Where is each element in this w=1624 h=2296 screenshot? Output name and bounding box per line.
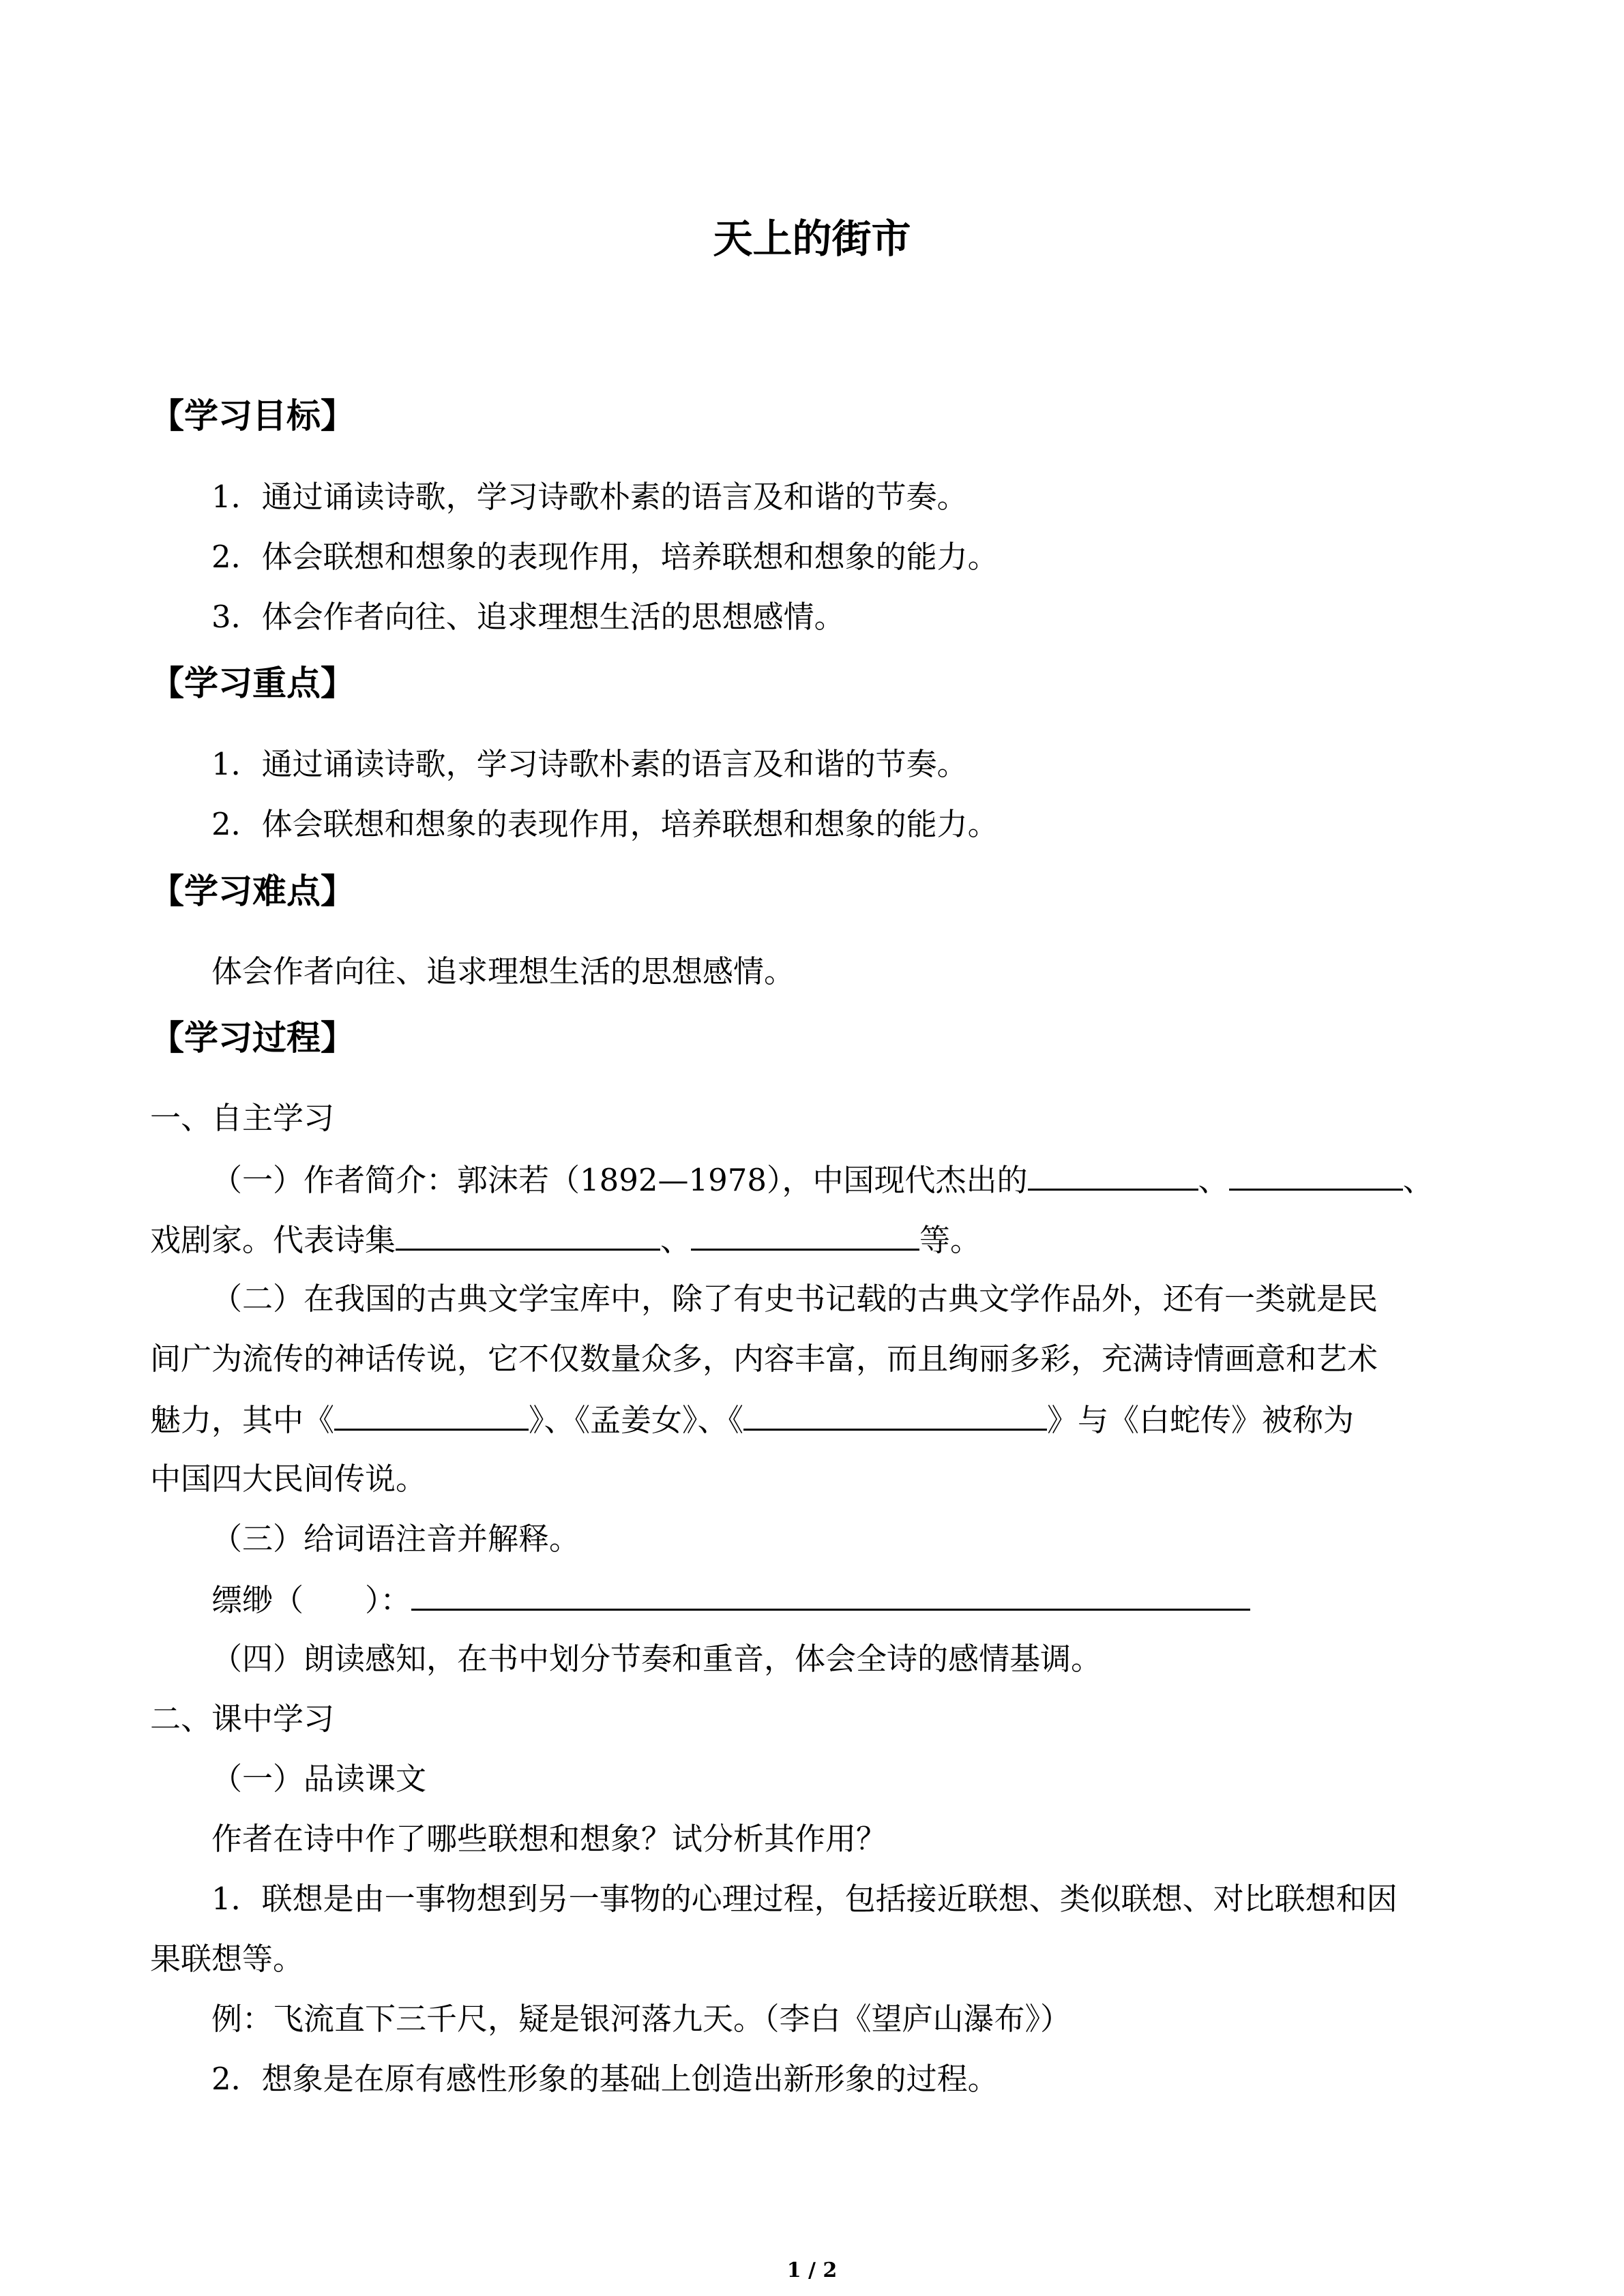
difficulty-text: 体会作者向往、追求理想生活的思想感情。 [211,953,795,989]
fill-blank[interactable] [1229,1157,1403,1191]
pronunciation-prompt: （三）给词语注音并解释。 [211,1521,580,1557]
word-label: 缥缈（ ）： [211,1582,411,1618]
legends-text: 魅力，其中《 [150,1402,335,1438]
pronunciation-line [211,1577,1250,1622]
objective-item: 1．通过诵读诗歌，学习诗歌朴素的语言及和谐的节奏。 [211,479,968,515]
heading-objectives: 【学习目标】 [150,396,355,436]
heading-process: 【学习过程】 [150,1018,355,1058]
section-heading-in-class: 二、课中学习 [150,1701,335,1737]
heading-difficulties: 【学习难点】 [150,871,355,911]
paragraph-line: （二）在我国的古典文学宝库中，除了有史书记载的古典文学作品外，还有一类就是民 [211,1281,1378,1317]
objective-item: 2．体会联想和想象的表现作用，培养联想和想象的能力。 [211,539,999,575]
poetry-collection-line [150,1217,981,1262]
fill-blank[interactable] [411,1577,1250,1611]
separator: 、 [660,1222,692,1258]
separator: 、 [1198,1162,1229,1198]
reading-task: （四）朗读感知，在书中划分节奏和重音，体会全诗的感情基调。 [211,1641,1102,1677]
paragraph-line: 果联想等。 [150,1941,304,1977]
legends-text: 》、《孟姜女》、《 [529,1402,744,1438]
example-text: 例：飞流直下三千尺，疑是银河落九天。（李白《望庐山瀑布》） [211,2001,1072,2037]
separator: 、 [1402,1162,1434,1198]
legends-line [150,1397,1354,1442]
section-heading-self-study: 一、自主学习 [150,1100,335,1136]
line-end-text: 等。 [919,1222,981,1258]
legends-text: 》与《白蛇传》被称为 [1047,1402,1355,1438]
page-title: 天上的街市 [713,215,911,262]
fill-blank[interactable] [396,1217,660,1251]
author-intro-text: （一）作者简介：郭沫若（1892—1978），中国现代杰出的 [211,1162,1028,1198]
subsection-heading: （一）品读课文 [211,1761,427,1797]
page-number: 1 / 2 [786,2258,838,2282]
paragraph-line: 中国四大民间传说。 [150,1461,427,1497]
paragraph-line: 1．联想是由一事物想到另一事物的心理过程，包括接近联想、类似联想、对比联想和因 [211,1881,1398,1917]
key-point-item: 1．通过诵读诗歌，学习诗歌朴素的语言及和谐的节奏。 [211,746,968,782]
objective-item: 3．体会作者向往、追求理想生活的思想感情。 [211,599,845,635]
paragraph-line: 2．想象是在原有感性形象的基础上创造出新形象的过程。 [211,2061,999,2097]
paragraph-line: 间广为流传的神话传说，它不仅数量众多，内容丰富，而且绚丽多彩，充满诗情画意和艺术 [150,1341,1378,1377]
heading-key-points: 【学习重点】 [150,664,355,703]
question-text: 作者在诗中作了哪些联想和想象？试分析其作用？ [211,1821,887,1857]
fill-blank[interactable] [691,1217,919,1251]
fill-blank[interactable] [743,1397,1047,1431]
fill-blank[interactable] [1028,1157,1198,1191]
key-point-item: 2．体会联想和想象的表现作用，培养联想和想象的能力。 [211,806,999,842]
fill-blank[interactable] [334,1397,529,1431]
author-intro-line [211,1157,1434,1202]
poetry-collection-text: 戏剧家。代表诗集 [150,1222,396,1258]
